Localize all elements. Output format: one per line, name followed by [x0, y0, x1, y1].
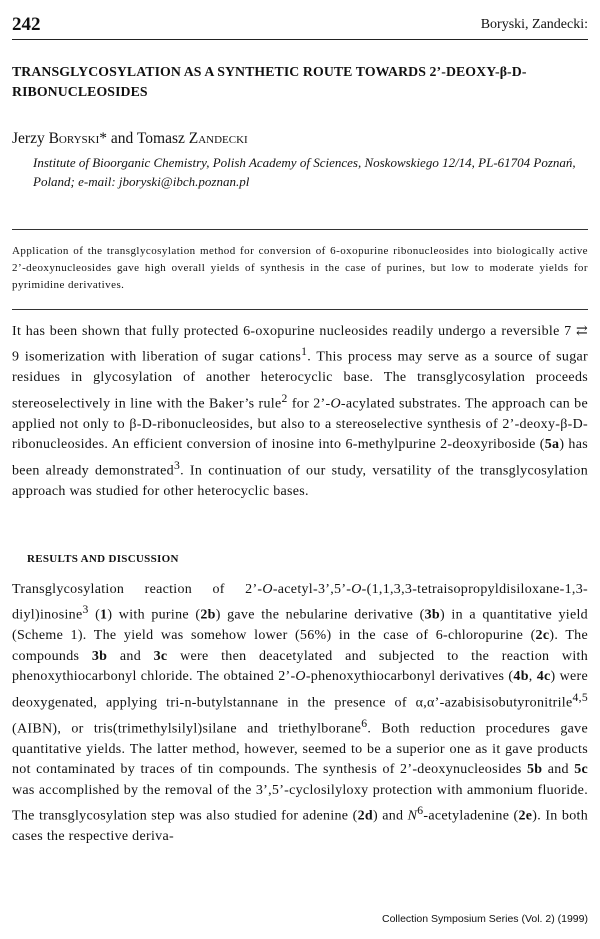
compound-label: 1: [100, 608, 108, 624]
citation-ref: 4,5: [572, 690, 588, 704]
text-run: ) has been already demonstrated: [12, 437, 588, 479]
text-run: . This process may serve as a source of sugar residues in glycosylation of another heterocyclic base. The transglycosylation proceeds stereoselectively in line with the Baker’s rule: [12, 350, 589, 412]
compound-label: 3b: [424, 608, 440, 624]
abstract-rule-bottom: [12, 309, 588, 310]
citation-ref: 3: [82, 603, 89, 617]
text-run: for 2’-: [287, 396, 331, 412]
text-run: ). The compounds: [12, 628, 588, 664]
text-run: were then deacetylated and subjected to the reaction with phenoxythiocarbonyl chloride. The obtained 2’-: [12, 648, 588, 685]
compound-label: 4b: [513, 669, 529, 685]
text-run: -phenoxythiocarbonyl derivatives (: [305, 669, 514, 685]
compound-label: 2d: [357, 808, 373, 824]
superscript: 6: [417, 804, 424, 818]
results-text: [12, 580, 588, 848]
text-run: ) with purine (: [107, 608, 201, 624]
article-title: TRANSGLYCOSYLATION AS A SYNTHETIC ROUTE TOWARDS 2’-DEOXY-β-D-RIBONUCLEOSIDES: [12, 64, 527, 99]
text-run: and: [542, 762, 575, 778]
text-run: was accomplished by the removal of the 3’,5’-cyclosilyloxy protection with ammonium fluoride. The transglycosylation step was also studied for adenine (: [12, 782, 588, 824]
italic-run: N: [407, 808, 418, 824]
text-run: -acetyl-3’,5’-: [272, 582, 352, 597]
compound-label: 3c: [153, 648, 168, 664]
text-run: ) were deoxygenated, applying tri-n-butylstannane in the presence of α,α’-azabisisobutyronitrile: [12, 669, 589, 711]
results-paragraph: [12, 580, 588, 848]
header-rule: [12, 39, 588, 40]
running-head: Boryski, Zandecki:: [480, 17, 588, 32]
text-run: ) and: [372, 808, 408, 824]
citation-ref: 6: [361, 716, 368, 730]
compound-label: 3b: [91, 648, 108, 664]
text-run: . Both reduction procedures gave quantitative yields. The latter method, however, seemed to be a superior one as it gave products not contaminated by traces of tin compounds. The synthesis of 2’-deoxynucleosides: [12, 721, 588, 778]
compound-label: 5c: [574, 762, 589, 778]
author-joiner: and: [107, 130, 137, 147]
abstract: Application of the transglycosylation method for conversion of 6-oxopurine ribonucleosides into biologically active 2’-deoxynucleosides gave high overall yields of synthesis in the case of purines, but low to moderate yields for pyrimidine derivatives.: [12, 245, 588, 291]
compound-label: 5b: [526, 762, 543, 778]
text-run: ) gave the nebularine derivative (: [215, 608, 425, 624]
citation-ref: 1: [301, 345, 308, 359]
abstract-rule-top: [12, 229, 588, 230]
author-second-given: Tomasz: [136, 130, 189, 147]
italic-run: O: [295, 669, 306, 685]
citation-ref: 3: [173, 458, 181, 472]
citation-ref: 2: [281, 391, 288, 405]
author-second-family: Zandecki: [188, 130, 248, 147]
author-first-family: Boryski: [48, 130, 100, 147]
affiliation: Institute of Bioorganic Chemistry, Polish Academy of Sciences, Noskowskiego 12/14, PL-61704 Poznań, Poland; e-mail: jboryski@ibch.poznan.pl: [33, 155, 576, 189]
text-run: Transglycosylation reaction of 2’-: [12, 582, 263, 597]
section-heading: RESULTS AND DISCUSSION: [27, 553, 179, 565]
text-run: ,: [528, 669, 537, 685]
text-run: (AIBN), or tris(trimethylsilyl)silane and triethylborane: [12, 721, 362, 737]
compound-label: 4c: [536, 669, 551, 685]
page-number: 242: [12, 14, 41, 35]
compound-label: 2e: [518, 808, 533, 824]
text-run: -(1,1,3,3-tetraisopropyldisiloxane-1,3-diyl)inosine: [12, 582, 588, 624]
text-run: ) in a quantitative yield (Scheme 1). The yield was somehow lower (56%) in the case of 6-chloropurine (: [12, 608, 588, 644]
compound-label: 2b: [200, 608, 216, 624]
text-run: It has been shown that fully protected 6-oxopurine nucleosides readily undergo a reversible 7 ⇄ 9 isomerization with liberation of sugar cations: [12, 324, 588, 366]
page-header: [12, 14, 588, 38]
intro-paragraph: [12, 322, 588, 502]
text-run: -acetyladenine (: [423, 808, 519, 824]
corresponding-mark: *: [99, 130, 108, 147]
compound-label: 2c: [535, 628, 550, 644]
author-first-given: Jerzy: [12, 130, 49, 147]
text-run: and: [107, 648, 154, 664]
italic-run: O: [262, 582, 273, 597]
text-run: -acylated substrates. The approach can be applied not only to β-D-ribonucleosides, but also to a stereoselective synthesis of 2’-deoxy-β-D-ribonucleosides. An efficient conversion of inosine into 6-methylpurine 2-deoxyriboside (: [12, 396, 588, 453]
page-footer: Collection Symposium Series (Vol. 2) (1999): [381, 913, 588, 925]
authors: [12, 130, 248, 148]
compound-label: 5a: [544, 437, 560, 453]
text-run: ). In both cases the respective deriva-: [12, 808, 588, 845]
italic-run: O: [330, 396, 341, 412]
text-run: . In continuation of our study, versatility of the transglycosylation approach was studied for other heterocyclic bases.: [12, 463, 588, 499]
italic-run: O: [351, 582, 362, 597]
text-run: (: [88, 608, 101, 624]
